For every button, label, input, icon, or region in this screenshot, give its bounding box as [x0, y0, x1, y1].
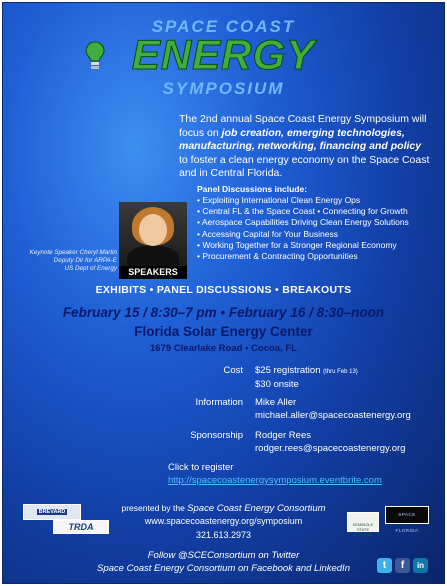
- seminole-logo: SEMINOLE STATE COLLEGE: [347, 512, 379, 532]
- intro-focus: job creation, emerging technologies, manufacturing, networking, financing and policy: [179, 126, 422, 152]
- website-link[interactable]: www.spacecoastenergy.org/symposium: [144, 516, 303, 526]
- flyer: [2, 2, 445, 584]
- cost-registration: $25 registration: [255, 365, 321, 376]
- panel-item: • Central FL & the Space Coast • Connecting for Growth: [197, 206, 408, 217]
- intro-paragraph: [179, 113, 431, 181]
- keynote-title: Deputy Dir for ARPA-E: [53, 257, 117, 264]
- trda-logo: TRDA: [53, 520, 109, 534]
- cost-note: (thru Feb 13): [323, 369, 358, 375]
- cost-value: [255, 365, 358, 391]
- panel-heading: Panel Discussions include:: [197, 184, 308, 194]
- phone-number: 321.613.2973: [195, 530, 252, 540]
- event-tracks: EXHIBITS • PANEL DISCUSSIONS • BREAKOUTS: [95, 284, 352, 296]
- register-label: Click to register: [168, 462, 234, 473]
- twitter-icon[interactable]: t: [377, 558, 392, 573]
- panel-item: • Aerospace Capabilities Driving Clean Energy Solutions: [197, 217, 409, 228]
- sponsorship-email[interactable]: rodger.rees@spacecoastenergy.org: [255, 442, 406, 454]
- panel-list: [197, 195, 442, 262]
- presented-by: [3, 503, 444, 514]
- title-space-coast: SPACE COAST: [151, 17, 296, 36]
- space-florida-logo: SPACE FLORIDA: [385, 506, 429, 524]
- panel-item: • Accessing Capital for Your Business: [197, 228, 338, 239]
- keynote-name: Keynote Speaker Cheryl Martin: [29, 249, 117, 256]
- follow-facebook-linkedin: Space Coast Energy Consortium on Facebook and LinkedIn: [97, 563, 350, 574]
- linkedin-icon[interactable]: in: [413, 558, 428, 573]
- information-value: [255, 397, 411, 422]
- presented-by-text: presented by the: [121, 503, 188, 513]
- presented-by-org: Space Coast Energy Consortium: [187, 503, 326, 514]
- photo-body: [127, 246, 179, 266]
- intro-part-1: The 2nd annual Space Coast Energy Symposium will focus on: [179, 113, 427, 139]
- sponsorship-label: Sponsorship: [190, 430, 243, 441]
- event-venue: Florida Solar Energy Center: [134, 324, 313, 339]
- speaker-photo: [119, 202, 187, 266]
- information-label: Information: [195, 397, 243, 408]
- facebook-icon[interactable]: f: [395, 558, 410, 573]
- panel-item: • Working Together for a Stronger Regional Economy: [197, 239, 397, 250]
- keynote-dept: US Dept of Energy: [64, 265, 117, 272]
- title-energy-text: ENERGY: [131, 31, 316, 78]
- information-name: Mike Aller: [255, 397, 297, 408]
- cost-label: Cost: [223, 365, 243, 376]
- intro-part-2: to foster a clean energy economy on the Space Coast and in Central Florida.: [179, 153, 430, 179]
- brevard-logo-text: BREVARD: [38, 509, 66, 515]
- title-energy: [3, 33, 444, 77]
- speakers-label: SPEAKERS: [119, 266, 187, 279]
- event-address: 1679 Clearlake Road • Cocoa, FL: [150, 343, 297, 354]
- sponsorship-name: Rodger Rees: [255, 430, 311, 441]
- cost-onsite: $30 onsite: [255, 378, 299, 390]
- panel-item: • Exploiting International Clean Energy Ops: [197, 195, 361, 205]
- keynote-caption: [11, 249, 117, 273]
- register-link[interactable]: http://spacecoastenergysymposium.eventbrite.com: [168, 475, 382, 486]
- information-email[interactable]: michael.aller@spacecoastenergy.org: [255, 409, 411, 421]
- event-dates: February 15 / 8:30–7 pm • February 16 / 8:30–noon: [62, 305, 385, 320]
- title-symposium: SYMPOSIUM: [162, 79, 285, 98]
- photo-face: [139, 214, 167, 246]
- sponsorship-value: [255, 430, 405, 455]
- follow-twitter: Follow @SCEConsortium on Twitter: [147, 550, 300, 561]
- panel-item: • Procurement & Contracting Opportunities: [197, 251, 358, 262]
